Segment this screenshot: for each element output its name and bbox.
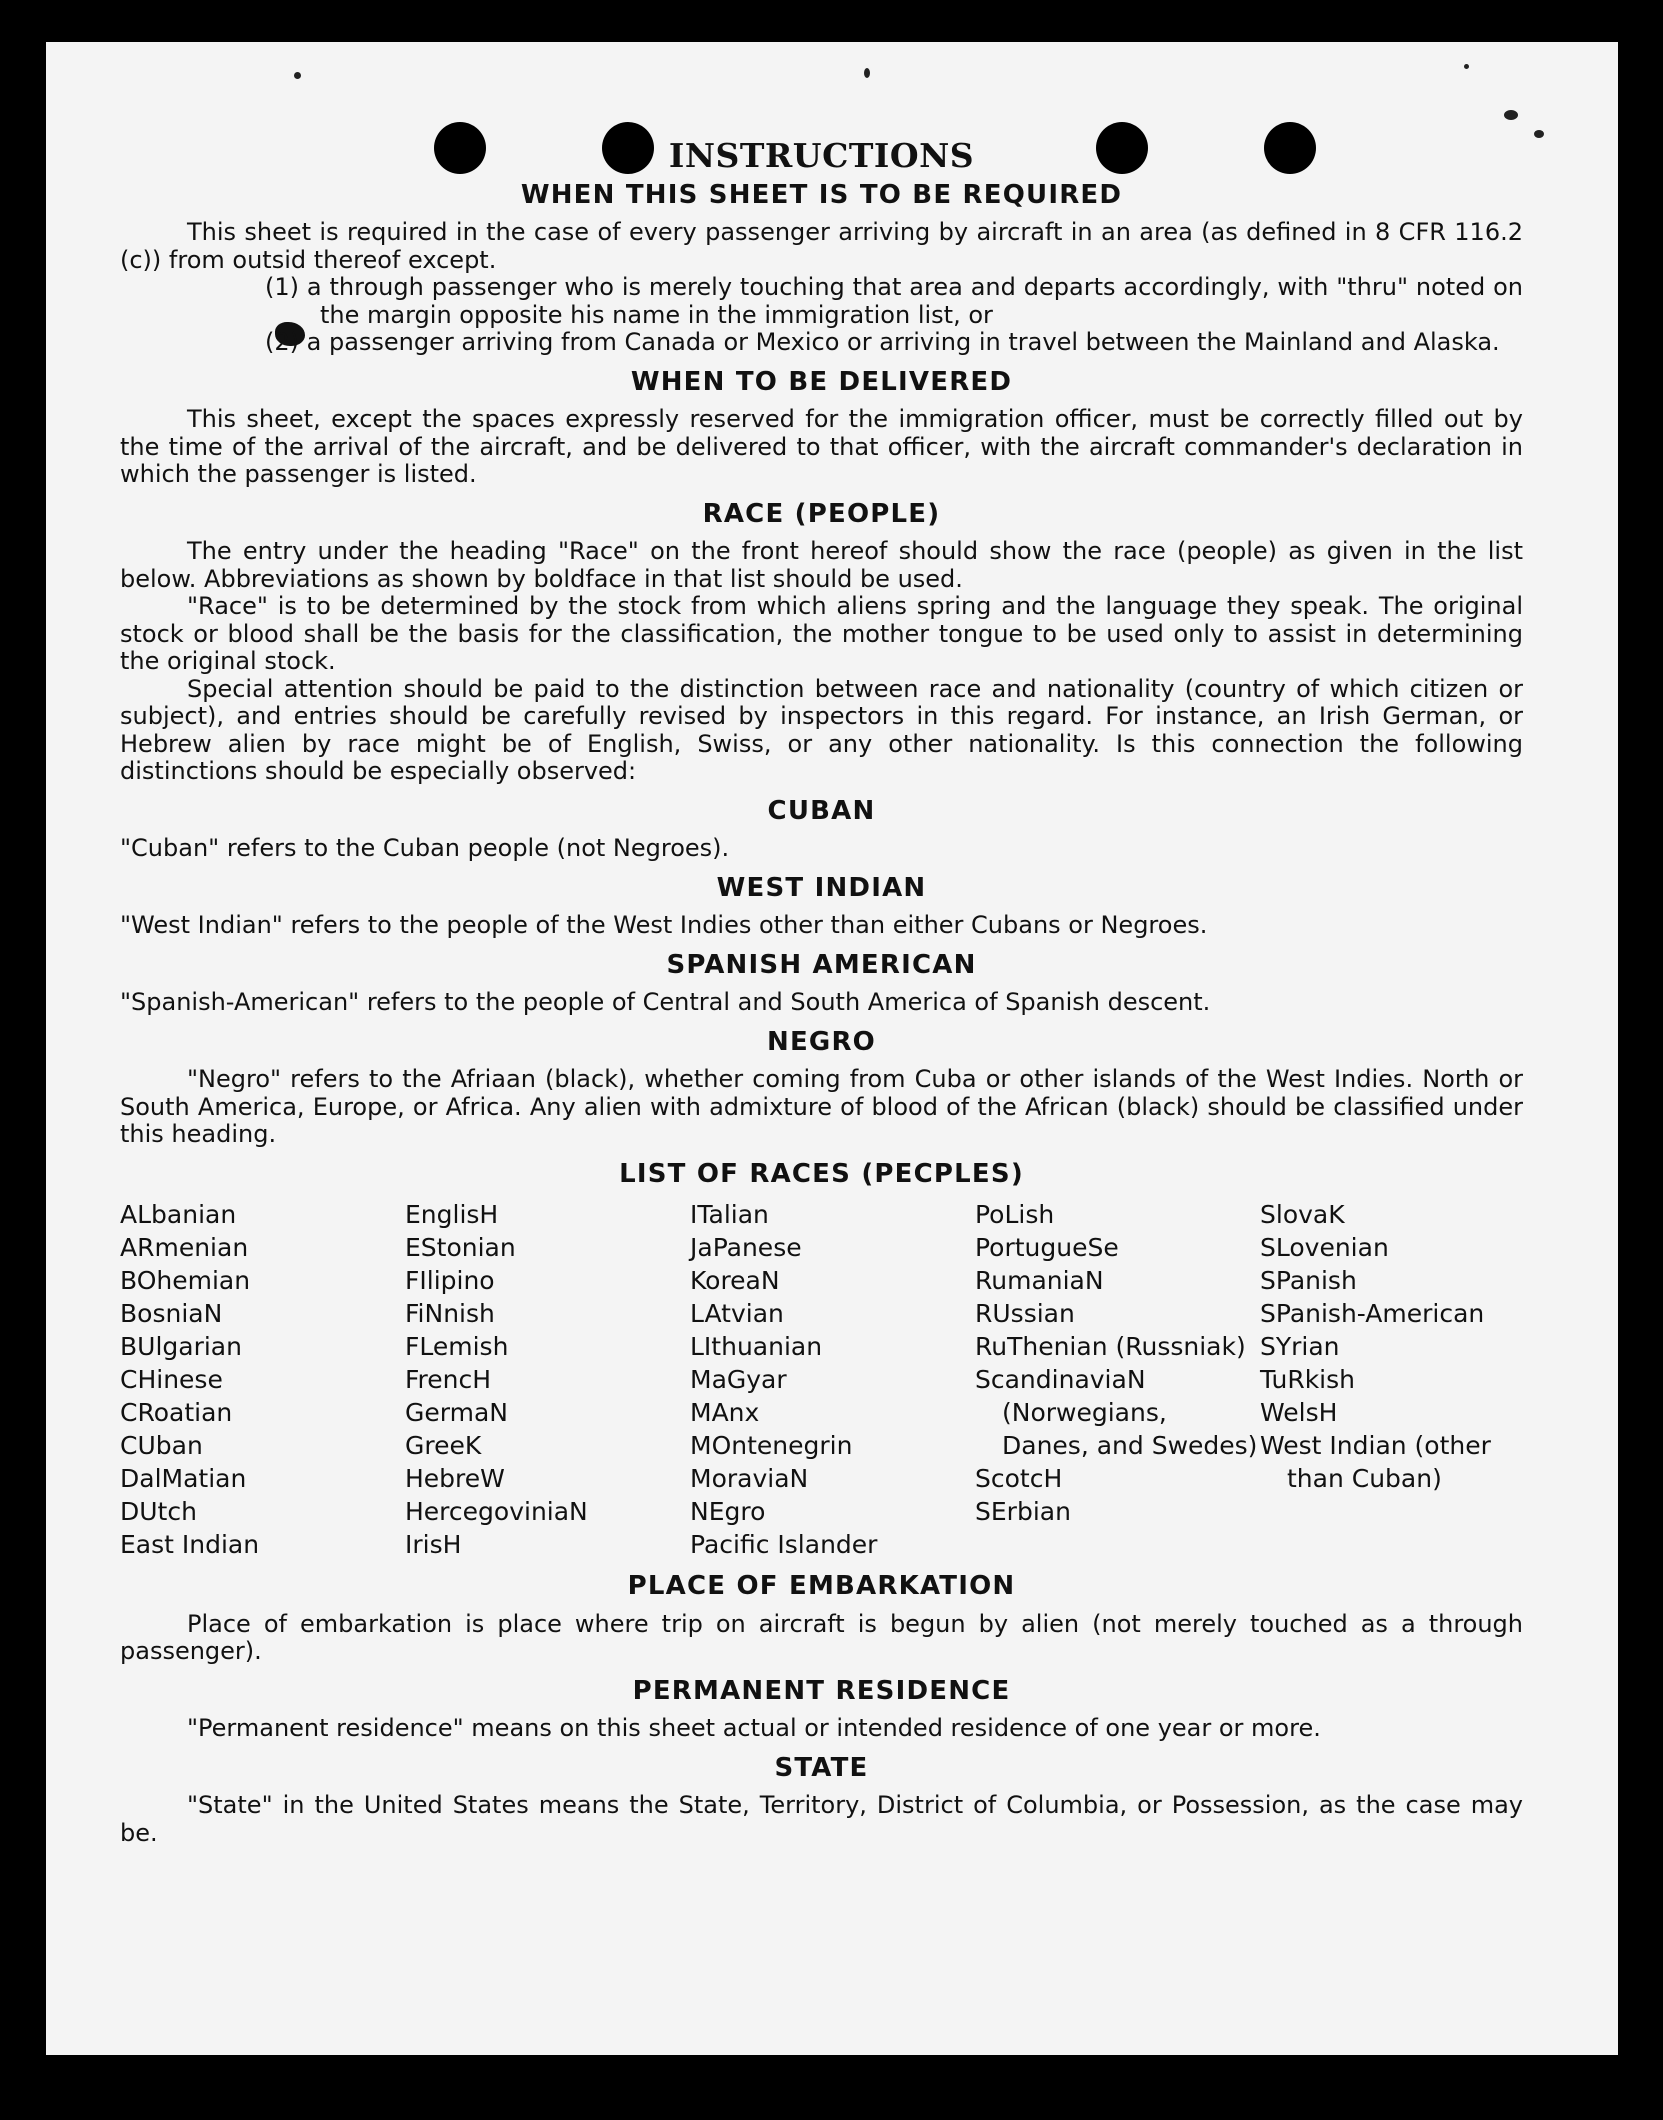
race-entry: LAtvian	[690, 1299, 784, 1328]
race-entry: MOntenegrin	[690, 1431, 853, 1460]
races-list	[120, 1198, 1523, 1561]
race-entry: DUtch	[120, 1497, 197, 1526]
races-column	[1260, 1198, 1523, 1561]
race-entry: RUssian	[975, 1299, 1075, 1328]
race-entry: SPanish	[1260, 1266, 1357, 1295]
race-entry: RuThenian (Russniak)	[975, 1332, 1246, 1361]
race-entry: MAnx	[690, 1398, 760, 1427]
race-entry: FLemish	[405, 1332, 509, 1361]
race-entry: BOhemian	[120, 1266, 251, 1295]
delivered-text: This sheet, except the spaces expressly reserved for the immigration officer, must be correctly filled out by the time of the arrival of the aircraft, and be delivered to that officer, with the aircraft commander's declaration in which the passenger is listed.	[120, 405, 1523, 488]
race-entry: TuRkish	[1260, 1365, 1355, 1394]
race-entry: DalMatian	[120, 1464, 247, 1493]
race-entry: CRoatian	[120, 1398, 233, 1427]
heading-list-of-races: LIST OF RACES (PECPLES)	[619, 1158, 1024, 1189]
race-entry: Pacific Islander	[690, 1530, 878, 1559]
heading-race: RACE (PEOPLE)	[702, 498, 941, 529]
race-entry: NEgro	[690, 1497, 766, 1526]
race-entry: SLovenian	[1260, 1233, 1389, 1262]
race-entry: CHinese	[120, 1365, 223, 1394]
races-column	[120, 1198, 405, 1561]
races-column	[690, 1198, 975, 1561]
required-intro: This sheet is required in the case of every passenger arriving by aircraft in an area (as defined in 8 CFR 116.2 (c)) from outsid thereof except.	[120, 218, 1523, 274]
race-entry: MoraviaN	[690, 1464, 809, 1493]
race-entry: EStonian	[405, 1233, 516, 1262]
heading-when-delivered: WHEN TO BE DELIVERED	[630, 366, 1013, 397]
race-entry: SYrian	[1260, 1332, 1340, 1361]
race-entry: ScotcH	[975, 1464, 1063, 1493]
speck	[1464, 64, 1469, 69]
heading-spanish-american: SPANISH AMERICAN	[666, 949, 977, 980]
races-column	[405, 1198, 690, 1561]
speck	[294, 72, 301, 79]
negro-text: "Negro" refers to the Afriaan (black), whether coming from Cuba or other islands of the West Indies. North or South America, Europe, or Africa. Any alien with admixture of blood of the African (black) should be classified under this heading.	[120, 1065, 1523, 1148]
race-entry: JaPanese	[690, 1233, 802, 1262]
speck	[1504, 110, 1518, 120]
race-entry: SPanish-American	[1260, 1299, 1485, 1328]
race-entry: BUlgarian	[120, 1332, 242, 1361]
heading-west-indian: WEST INDIAN	[716, 872, 927, 903]
heading-place-of-embarkation: PLACE OF EMBARKATION	[627, 1571, 1016, 1601]
race-entry: EnglisH	[405, 1200, 499, 1229]
heading-when-required: WHEN THIS SHEET IS TO BE REQUIRED	[520, 179, 1123, 210]
race-entry: KoreaN	[690, 1266, 780, 1295]
required-item-2: (2) a passenger arriving from Canada or Mexico or arriving in travel between the Mainland and Alaska.	[265, 328, 1500, 356]
race-entry: LIthuanian	[690, 1332, 823, 1361]
race-entry: SErbian	[975, 1497, 1071, 1526]
race-entry: ScandinaviaN (Norwegians, Danes, and Swedes)	[975, 1365, 1258, 1460]
heading-permanent-residence: PERMANENT RESIDENCE	[632, 1675, 1011, 1706]
race-entry: FrencH	[405, 1365, 492, 1394]
race-entry: PortugueSe	[975, 1233, 1119, 1262]
race-entry: PoLish	[975, 1200, 1055, 1229]
heading-state: STATE	[774, 1752, 869, 1783]
races-column	[975, 1198, 1260, 1561]
spanish-american-text: "Spanish-American" refers to the people of Central and South America of Spanish descent.	[120, 988, 1211, 1016]
race-entry: HebreW	[405, 1464, 505, 1493]
west-indian-text: "West Indian" refers to the people of the West Indies other than either Cubans or Negroes.	[120, 911, 1208, 939]
race-entry: FIlipino	[405, 1266, 495, 1295]
race-entry: ITalian	[690, 1200, 769, 1229]
race-paragraph-1: The entry under the heading "Race" on the front hereof should show the race (people) as given in the list below. Abbreviations as shown by boldface in that list should be used.	[120, 537, 1523, 593]
race-entry: East Indian	[120, 1530, 260, 1559]
race-entry: WelsH	[1260, 1398, 1338, 1427]
race-entry: HercegoviniaN	[405, 1497, 588, 1526]
speck	[864, 68, 870, 78]
race-entry: ARmenian	[120, 1233, 249, 1262]
heading-cuban: CUBAN	[767, 795, 876, 826]
race-entry: ALbanian	[120, 1200, 237, 1229]
residence-text: "Permanent residence" means on this sheet actual or intended residence of one year or more.	[187, 1714, 1321, 1742]
state-text: "State" in the United States means the State, Territory, District of Columbia, or Possession, as the case may be.	[120, 1791, 1523, 1847]
race-entry: MaGyar	[690, 1365, 787, 1394]
race-entry: RumaniaN	[975, 1266, 1104, 1295]
race-entry: West Indian (other than Cuban)	[1260, 1431, 1491, 1493]
heading-negro: NEGRO	[767, 1026, 876, 1057]
race-entry: IrisH	[405, 1530, 462, 1559]
race-entry: SlovaK	[1260, 1200, 1345, 1229]
race-entry: GermaN	[405, 1398, 508, 1427]
race-entry: GreeK	[405, 1431, 482, 1460]
race-paragraph-2: "Race" is to be determined by the stock from which aliens spring and the language they speak. The original stock or blood shall be the basis for the classification, the mother tongue to be used only to assist in determining the original stock.	[120, 592, 1523, 675]
race-paragraph-3: Special attention should be paid to the distinction between race and nationality (country of which citizen or subject), and entries should be carefully revised by inspectors in this regard. For instance, an Irish German, or Hebrew alien by race might be of English, Swiss, or any other nationality. Is this connection the following distinctions should be especially observed:	[120, 674, 1523, 785]
instructions-content	[120, 136, 1523, 1847]
cuban-text: "Cuban" refers to the Cuban people (not Negroes).	[120, 834, 730, 862]
speck	[1534, 130, 1544, 138]
race-entry: FiNnish	[405, 1299, 495, 1328]
embarkation-text: Place of embarkation is place where trip on aircraft is begun by alien (not merely touched as a through passenger).	[120, 1609, 1523, 1665]
race-entry: CUban	[120, 1431, 203, 1460]
required-item-1: (1) a through passenger who is merely touching that area and departs accordingly, with "thru" noted on the margin opposite his name in the immigration list, or	[265, 273, 1523, 329]
page-title: INSTRUCTIONS	[668, 136, 975, 175]
race-entry: BosniaN	[120, 1299, 223, 1328]
